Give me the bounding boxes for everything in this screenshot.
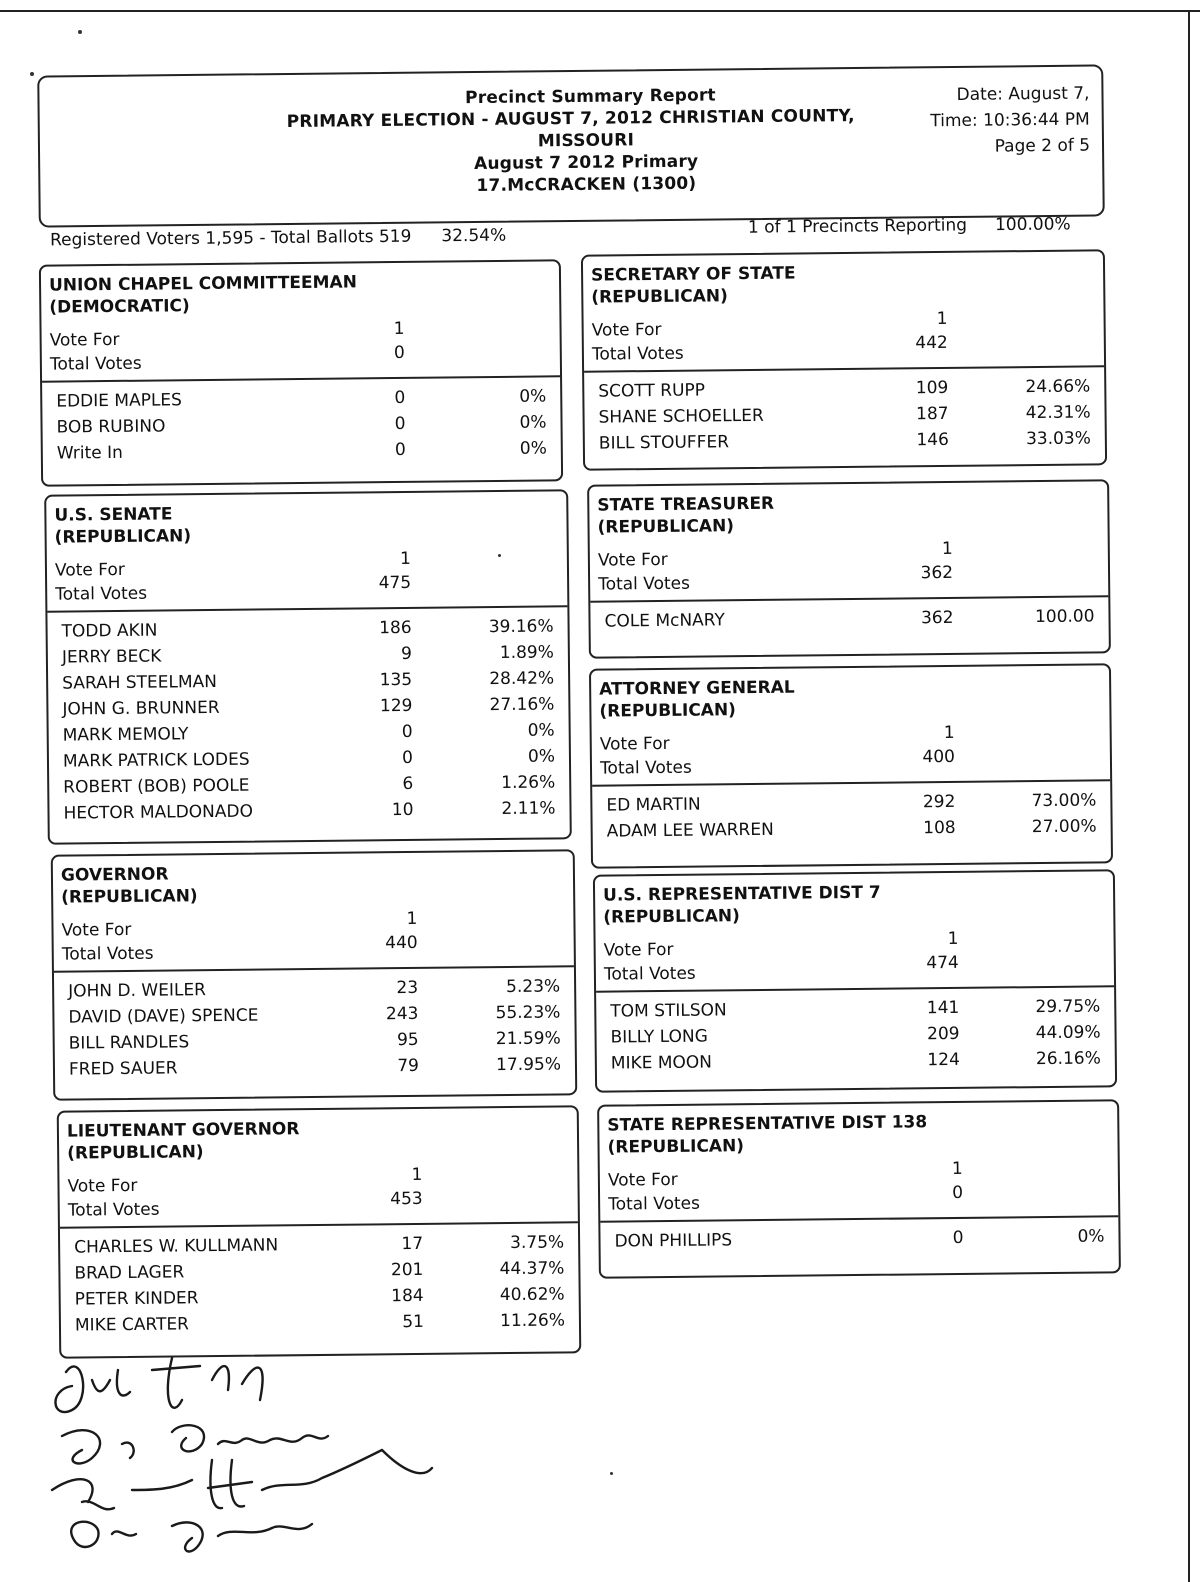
total-votes-label: Total Votes bbox=[591, 343, 684, 365]
candidate-votes: 243 bbox=[385, 1003, 419, 1025]
total-votes-value: 0 bbox=[393, 342, 405, 364]
candidate-votes: 23 bbox=[396, 977, 419, 999]
race-office: GOVERNOR bbox=[60, 864, 169, 886]
candidate-percent: 3.75% bbox=[510, 1232, 565, 1253]
total-votes-label: Total Votes bbox=[67, 1199, 160, 1221]
vote-for-label: Vote For bbox=[61, 919, 132, 941]
precinct-name: 17.McCRACKEN (1300) bbox=[476, 173, 697, 196]
race-office: STATE TREASURER bbox=[597, 493, 775, 516]
candidate-name: ROBERT (BOB) POOLE bbox=[63, 775, 250, 798]
signature-3 bbox=[52, 1450, 432, 1509]
race-title bbox=[49, 269, 559, 318]
candidate-name: JOHN D. WEILER bbox=[68, 980, 207, 1002]
candidate-percent: 26.16% bbox=[1035, 1048, 1101, 1070]
signature-4 bbox=[71, 1522, 312, 1552]
race-party: (REPUBLICAN) bbox=[607, 1136, 745, 1158]
race-title bbox=[67, 1115, 577, 1164]
candidate-votes: 6 bbox=[402, 773, 414, 795]
candidate-votes: 362 bbox=[920, 607, 954, 629]
candidate-percent: 0% bbox=[1077, 1226, 1105, 1247]
race-title bbox=[591, 259, 1103, 308]
race-vote-info bbox=[592, 722, 1110, 779]
total-votes-value: 440 bbox=[385, 932, 418, 954]
candidate-row bbox=[600, 1223, 1118, 1254]
candidate-percent: 0% bbox=[527, 746, 556, 767]
race-office: ATTORNEY GENERAL bbox=[599, 677, 795, 700]
candidate-row bbox=[43, 435, 561, 466]
race-party: (REPUBLICAN) bbox=[54, 526, 192, 548]
candidate-percent: 2.11% bbox=[501, 798, 556, 819]
candidate-votes: 124 bbox=[927, 1049, 960, 1071]
candidate-percent: 0% bbox=[527, 720, 555, 741]
candidate-votes: 0 bbox=[394, 387, 406, 409]
race-office: STATE REPRESENTATIVE DIST 138 bbox=[607, 1112, 928, 1136]
candidate-name: EDDIE MAPLES bbox=[56, 390, 183, 412]
candidate-list bbox=[590, 597, 1108, 634]
candidate-percent: 11.26% bbox=[500, 1310, 566, 1332]
total-votes-label: Total Votes bbox=[49, 353, 142, 375]
candidate-name: FRED SAUER bbox=[68, 1058, 178, 1080]
race-governor bbox=[51, 849, 578, 1100]
candidate-percent: 29.75% bbox=[1035, 996, 1101, 1018]
candidate-name: MIKE CARTER bbox=[74, 1314, 190, 1336]
header-meta bbox=[930, 81, 1090, 161]
race-office: U.S. REPRESENTATIVE DIST 7 bbox=[602, 882, 881, 906]
vote-for-label: Vote For bbox=[54, 559, 125, 581]
total-votes-value: 453 bbox=[390, 1188, 423, 1210]
race-state-representative-dist-138 bbox=[597, 1099, 1121, 1278]
candidate-row bbox=[55, 1051, 575, 1082]
candidate-votes: 17 bbox=[401, 1233, 424, 1255]
candidate-percent: 39.16% bbox=[488, 616, 554, 638]
candidate-list bbox=[592, 781, 1111, 844]
candidate-percent: 28.42% bbox=[489, 668, 555, 690]
race-title bbox=[603, 879, 1113, 928]
candidate-votes: 186 bbox=[379, 617, 412, 639]
candidate-percent: 0% bbox=[519, 412, 547, 433]
race-vote-info bbox=[42, 318, 560, 375]
candidate-votes: 141 bbox=[926, 997, 960, 1019]
candidate-list bbox=[42, 377, 561, 466]
candidate-percent: 44.37% bbox=[499, 1258, 565, 1280]
candidate-name: ADAM LEE WARREN bbox=[606, 819, 774, 842]
candidate-votes: 201 bbox=[390, 1259, 424, 1281]
vote-for-value: 1 bbox=[951, 1158, 963, 1180]
race-office: LIEUTENANT GOVERNOR bbox=[66, 1119, 300, 1142]
race-title bbox=[61, 859, 573, 908]
election-name: PRIMARY ELECTION - AUGUST 7, 2012 CHRISTIAN COUNTY, bbox=[286, 106, 855, 132]
vote-for-label: Vote For bbox=[603, 939, 674, 961]
race-state-treasurer bbox=[587, 479, 1111, 658]
candidate-votes: 9 bbox=[400, 643, 412, 665]
page-border-top bbox=[0, 10, 1200, 12]
vote-for-label: Vote For bbox=[49, 329, 120, 351]
candidate-name: BILLY LONG bbox=[610, 1026, 708, 1048]
candidate-percent: 55.23% bbox=[495, 1002, 561, 1024]
candidate-votes: 209 bbox=[927, 1023, 960, 1045]
candidate-name: PETER KINDER bbox=[74, 1288, 199, 1310]
candidate-percent: 17.95% bbox=[496, 1054, 562, 1076]
vote-for-value: 1 bbox=[406, 908, 418, 930]
candidate-name: SCOTT RUPP bbox=[598, 380, 706, 402]
candidate-name: MIKE MOON bbox=[610, 1052, 713, 1074]
candidate-row bbox=[597, 1045, 1115, 1076]
race-vote-info bbox=[600, 1158, 1118, 1215]
total-votes-value: 400 bbox=[922, 746, 956, 768]
race-attorney-general bbox=[589, 663, 1113, 868]
race-party: (REPUBLICAN) bbox=[61, 886, 198, 908]
race-office: SECRETARY OF STATE bbox=[590, 263, 796, 286]
vote-for-label: Vote For bbox=[607, 1169, 678, 1191]
candidate-votes: 0 bbox=[394, 439, 406, 461]
candidate-name: MARK MEMOLY bbox=[62, 724, 189, 746]
race-vote-info bbox=[47, 548, 567, 605]
candidate-votes: 0 bbox=[402, 747, 414, 769]
report-time: Time: 10:36:44 PM bbox=[930, 109, 1090, 132]
candidate-name: DAVID (DAVE) SPENCE bbox=[68, 1005, 259, 1028]
report-title: Precinct Summary Report bbox=[465, 85, 716, 109]
total-votes-value: 474 bbox=[926, 952, 959, 974]
report-header bbox=[37, 64, 1105, 227]
candidate-votes: 51 bbox=[402, 1311, 425, 1333]
candidate-name: BOB RUBINO bbox=[56, 416, 166, 438]
vote-for-value: 1 bbox=[936, 308, 948, 330]
candidate-votes: 95 bbox=[396, 1029, 419, 1051]
vote-for-value: 1 bbox=[943, 722, 955, 744]
candidate-name: BRAD LAGER bbox=[74, 1262, 185, 1284]
candidate-percent: 33.03% bbox=[1025, 428, 1091, 450]
candidate-name: TOM STILSON bbox=[610, 1000, 727, 1022]
candidate-name: Write In bbox=[56, 442, 124, 464]
vote-for-label: Vote For bbox=[591, 319, 662, 341]
precincts-reporting-text: 1 of 1 Precincts Reporting bbox=[747, 215, 968, 238]
signature-1 bbox=[55, 1358, 262, 1412]
candidate-row bbox=[593, 813, 1111, 844]
candidate-row bbox=[585, 425, 1105, 456]
candidate-votes: 146 bbox=[916, 429, 949, 451]
candidate-votes: 79 bbox=[397, 1055, 420, 1077]
candidate-name: BILL STOUFFER bbox=[598, 432, 730, 454]
candidate-percent: 21.59% bbox=[495, 1028, 561, 1050]
candidate-list bbox=[54, 967, 575, 1082]
candidate-percent: 24.66% bbox=[1025, 376, 1091, 398]
candidate-name: CHARLES W. KULLMANN bbox=[74, 1235, 279, 1258]
candidate-name: BILL RANDLES bbox=[68, 1032, 190, 1054]
scan-speck bbox=[30, 72, 34, 76]
scan-speck bbox=[610, 1472, 613, 1475]
total-votes-label: Total Votes bbox=[599, 757, 692, 779]
candidate-name: HECTOR MALDONADO bbox=[63, 801, 254, 824]
vote-for-value: 1 bbox=[399, 548, 411, 570]
race-vote-info bbox=[59, 1164, 577, 1221]
race-vote-info bbox=[590, 538, 1108, 595]
candidate-name: MARK PATRICK LODES bbox=[62, 749, 250, 772]
race-title bbox=[599, 673, 1109, 722]
candidate-votes: 0 bbox=[394, 413, 406, 435]
total-votes-value: 0 bbox=[952, 1182, 964, 1204]
race-secretary-of-state bbox=[581, 249, 1107, 470]
scan-speck bbox=[498, 554, 501, 557]
candidate-percent: 40.62% bbox=[499, 1284, 565, 1306]
page-number: Page 2 of 5 bbox=[994, 135, 1091, 157]
race-party: (REPUBLICAN) bbox=[603, 906, 740, 928]
signature-2 bbox=[62, 1425, 328, 1463]
page-border-right bbox=[1188, 10, 1190, 1582]
candidate-name: COLE McNARY bbox=[604, 610, 725, 632]
registered-voters-text: Registered Voters 1,595 - Total Ballots 519 bbox=[49, 226, 412, 251]
candidate-votes: 184 bbox=[391, 1285, 424, 1307]
race-party: (REPUBLICAN) bbox=[599, 700, 736, 722]
report-date: Date: August 7, bbox=[956, 83, 1090, 105]
candidate-name: ED MARTIN bbox=[606, 794, 701, 816]
candidate-name: SARAH STEELMAN bbox=[62, 671, 218, 694]
candidate-name: DON PHILLIPS bbox=[614, 1230, 733, 1252]
candidate-percent: 27.00% bbox=[1031, 816, 1097, 838]
election-state: MISSOURI bbox=[537, 130, 635, 152]
race-title bbox=[607, 1109, 1117, 1158]
candidate-votes: 0 bbox=[401, 721, 413, 743]
race-title bbox=[597, 489, 1107, 538]
candidate-name: TODD AKIN bbox=[61, 620, 158, 642]
vote-for-value: 1 bbox=[411, 1164, 423, 1186]
candidate-percent: 27.16% bbox=[489, 694, 555, 716]
race-us-senate bbox=[44, 489, 572, 844]
vote-for-value: 1 bbox=[393, 318, 405, 340]
registered-voters-summary bbox=[50, 226, 506, 251]
candidate-row bbox=[61, 1307, 579, 1338]
race-vote-info bbox=[53, 908, 573, 965]
candidate-percent: 100.00 bbox=[1034, 606, 1095, 628]
candidate-percent: 44.09% bbox=[1035, 1022, 1101, 1044]
total-votes-value: 475 bbox=[378, 572, 412, 594]
total-votes-label: Total Votes bbox=[603, 963, 696, 985]
candidate-percent: 42.31% bbox=[1025, 402, 1091, 424]
vote-for-value: 1 bbox=[947, 928, 959, 950]
candidate-percent: 1.26% bbox=[501, 772, 556, 793]
candidate-name: JERRY BECK bbox=[61, 646, 162, 668]
race-union-chapel-committeeman bbox=[39, 259, 563, 486]
candidate-list bbox=[60, 1223, 579, 1338]
candidate-list bbox=[584, 367, 1105, 456]
race-lieutenant-governor bbox=[57, 1105, 582, 1358]
candidate-percent: 0% bbox=[519, 386, 547, 407]
race-party: (REPUBLICAN) bbox=[597, 516, 735, 538]
candidate-percent: 5.23% bbox=[506, 976, 561, 997]
candidate-votes: 129 bbox=[379, 695, 413, 717]
turnout-percent: 32.54% bbox=[441, 225, 507, 247]
total-votes-label: Total Votes bbox=[61, 943, 154, 965]
race-party: (REPUBLICAN) bbox=[591, 286, 728, 308]
total-votes-label: Total Votes bbox=[598, 573, 691, 595]
vote-for-value: 1 bbox=[941, 538, 953, 560]
total-votes-label: Total Votes bbox=[608, 1193, 701, 1215]
race-office: UNION CHAPEL COMMITTEEMAN bbox=[48, 272, 358, 296]
candidate-list bbox=[600, 1217, 1118, 1254]
race-party: (DEMOCRATIC) bbox=[49, 296, 190, 318]
handwritten-signatures bbox=[22, 1340, 462, 1570]
race-vote-info bbox=[596, 928, 1114, 985]
candidate-votes: 292 bbox=[922, 791, 956, 813]
candidate-votes: 0 bbox=[952, 1227, 964, 1249]
race-party: (REPUBLICAN) bbox=[67, 1142, 204, 1164]
vote-for-label: Vote For bbox=[599, 733, 670, 755]
candidate-row bbox=[590, 603, 1108, 634]
candidate-row bbox=[49, 795, 569, 826]
precincts-reporting-percent: 100.00% bbox=[994, 214, 1071, 236]
vote-for-label: Vote For bbox=[67, 1175, 138, 1197]
candidate-votes: 135 bbox=[379, 669, 413, 691]
candidate-votes: 187 bbox=[916, 403, 949, 425]
race-title bbox=[54, 499, 566, 548]
race-vote-info bbox=[584, 308, 1104, 365]
total-votes-value: 442 bbox=[915, 332, 948, 354]
candidate-percent: 0% bbox=[519, 438, 547, 459]
candidate-name: JOHN G. BRUNNER bbox=[62, 697, 220, 720]
election-primary: August 7 2012 Primary bbox=[473, 151, 699, 175]
candidate-name: SHANE SCHOELLER bbox=[598, 405, 764, 428]
candidate-percent: 73.00% bbox=[1031, 790, 1097, 812]
race-office: U.S. SENATE bbox=[54, 504, 173, 526]
vote-for-label: Vote For bbox=[597, 549, 668, 571]
candidate-votes: 10 bbox=[391, 799, 414, 821]
precincts-reporting-summary bbox=[748, 214, 1071, 237]
race-us-representative-dist-7 bbox=[593, 869, 1117, 1092]
scan-speck bbox=[78, 30, 82, 34]
total-votes-label: Total Votes bbox=[55, 583, 148, 605]
candidate-votes: 109 bbox=[915, 377, 949, 399]
candidate-percent: 1.89% bbox=[499, 642, 554, 663]
candidate-list bbox=[596, 987, 1115, 1076]
total-votes-value: 362 bbox=[920, 562, 954, 584]
candidate-votes: 108 bbox=[923, 817, 956, 839]
candidate-list bbox=[47, 607, 569, 826]
